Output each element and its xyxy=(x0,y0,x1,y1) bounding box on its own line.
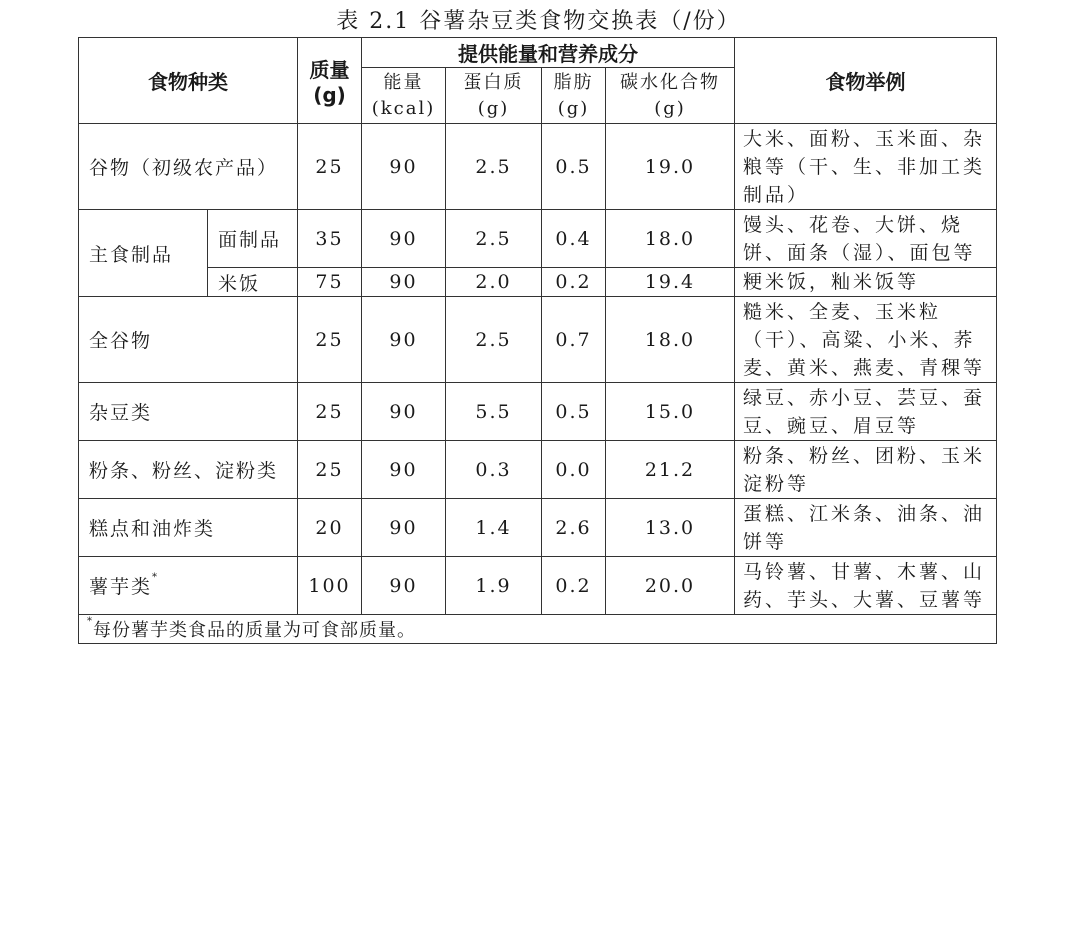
row-carb: 20.0 xyxy=(606,557,735,615)
header-fat-label: 脂肪 xyxy=(553,71,594,93)
row-category: 糕点和油炸类 xyxy=(79,499,298,557)
header-protein-label: 蛋白质 xyxy=(463,71,524,93)
row-protein: 1.9 xyxy=(446,557,542,615)
header-fat xyxy=(542,68,606,124)
row-fat: 0.2 xyxy=(542,268,606,297)
row-fat: 0.4 xyxy=(542,210,606,268)
row-energy: 90 xyxy=(362,210,446,268)
food-exchange-table xyxy=(78,37,997,644)
header-row xyxy=(79,38,997,68)
row-examples: 粳米饭，籼米饭等 xyxy=(735,268,997,297)
row-mass: 25 xyxy=(298,441,362,499)
row-energy: 90 xyxy=(362,124,446,210)
row-category-cell xyxy=(79,557,298,615)
table-row xyxy=(79,297,997,383)
footnote-mark: * xyxy=(152,572,160,583)
row-examples: 绿豆、赤小豆、芸豆、蚕豆、豌豆、眉豆等 xyxy=(735,383,997,441)
row-carb: 13.0 xyxy=(606,499,735,557)
row-mass: 20 xyxy=(298,499,362,557)
header-fat-unit: (g) xyxy=(557,97,590,119)
row-protein: 0.3 xyxy=(446,441,542,499)
footnote-text: 每份薯芋类食品的质量为可食部质量。 xyxy=(93,620,416,641)
row-category: 全谷物 xyxy=(79,297,298,383)
row-mass: 100 xyxy=(298,557,362,615)
row-protein: 2.5 xyxy=(446,124,542,210)
row-mass: 25 xyxy=(298,297,362,383)
table-row xyxy=(79,499,997,557)
table-row xyxy=(79,210,997,268)
row-mass: 35 xyxy=(298,210,362,268)
header-energy-label: 能量 xyxy=(383,71,424,93)
row-energy: 90 xyxy=(362,383,446,441)
table-row xyxy=(79,268,997,297)
row-carb: 18.0 xyxy=(606,297,735,383)
row-energy: 90 xyxy=(362,268,446,297)
row-energy: 90 xyxy=(362,441,446,499)
row-fat: 0.7 xyxy=(542,297,606,383)
row-protein: 2.5 xyxy=(446,297,542,383)
row-protein: 2.5 xyxy=(446,210,542,268)
table-title: 表 2.1 谷薯杂豆类食物交换表（/份） xyxy=(336,9,741,34)
row-fat: 0.0 xyxy=(542,441,606,499)
row-energy: 90 xyxy=(362,557,446,615)
row-fat: 0.2 xyxy=(542,557,606,615)
row-energy: 90 xyxy=(362,297,446,383)
header-protein xyxy=(446,68,542,124)
row-examples: 糙米、全麦、玉米粒（干）、高粱、小米、荞麦、黄米、燕麦、青稞等 xyxy=(735,297,997,383)
header-energy xyxy=(362,68,446,124)
row-examples: 大米、面粉、玉米面、杂粮等（干、生、非加工类制品） xyxy=(735,124,997,210)
row-category: 面制品 xyxy=(208,210,298,268)
row-examples: 蛋糕、江米条、油条、油饼等 xyxy=(735,499,997,557)
footnote-mark: * xyxy=(87,616,93,627)
table-row xyxy=(79,124,997,210)
table-row xyxy=(79,441,997,499)
row-fat: 2.6 xyxy=(542,499,606,557)
row-energy: 90 xyxy=(362,499,446,557)
row-examples: 馒头、花卷、大饼、烧饼、面条（湿）、面包等 xyxy=(735,210,997,268)
row-category: 粉条、粉丝、淀粉类 xyxy=(79,441,298,499)
row-category: 薯芋类 xyxy=(89,576,153,598)
header-mass-label: 质量 xyxy=(309,58,350,82)
row-category: 米饭 xyxy=(208,268,298,297)
table-row xyxy=(79,557,997,615)
header-nutrition-group: 提供能量和营养成分 xyxy=(362,38,735,68)
header-carb-label: 碳水化合物 xyxy=(620,71,720,93)
row-fat: 0.5 xyxy=(542,124,606,210)
row-examples: 马铃薯、甘薯、木薯、山药、芋头、大薯、豆薯等 xyxy=(735,557,997,615)
row-fat: 0.5 xyxy=(542,383,606,441)
header-examples: 食物举例 xyxy=(735,38,997,124)
row-carb: 18.0 xyxy=(606,210,735,268)
row-group-staple: 主食制品 xyxy=(79,210,208,297)
row-mass: 25 xyxy=(298,124,362,210)
row-carb: 15.0 xyxy=(606,383,735,441)
row-carb: 19.4 xyxy=(606,268,735,297)
header-protein-unit: (g) xyxy=(477,97,510,119)
row-examples: 粉条、粉丝、团粉、玉米淀粉等 xyxy=(735,441,997,499)
table-row xyxy=(79,383,997,441)
header-carb xyxy=(606,68,735,124)
row-protein: 1.4 xyxy=(446,499,542,557)
header-mass xyxy=(298,38,362,124)
row-carb: 19.0 xyxy=(606,124,735,210)
row-mass: 75 xyxy=(298,268,362,297)
header-category: 食物种类 xyxy=(79,38,298,124)
row-mass: 25 xyxy=(298,383,362,441)
row-category: 谷物（初级农产品） xyxy=(79,124,298,210)
header-energy-unit: (kcal) xyxy=(371,97,436,119)
header-mass-unit: (g) xyxy=(313,83,346,107)
footnote-row xyxy=(79,615,997,644)
row-protein: 5.5 xyxy=(446,383,542,441)
row-protein: 2.0 xyxy=(446,268,542,297)
footnote-cell xyxy=(79,615,997,644)
row-carb: 21.2 xyxy=(606,441,735,499)
row-category: 杂豆类 xyxy=(79,383,298,441)
header-carb-unit: (g) xyxy=(654,97,686,119)
